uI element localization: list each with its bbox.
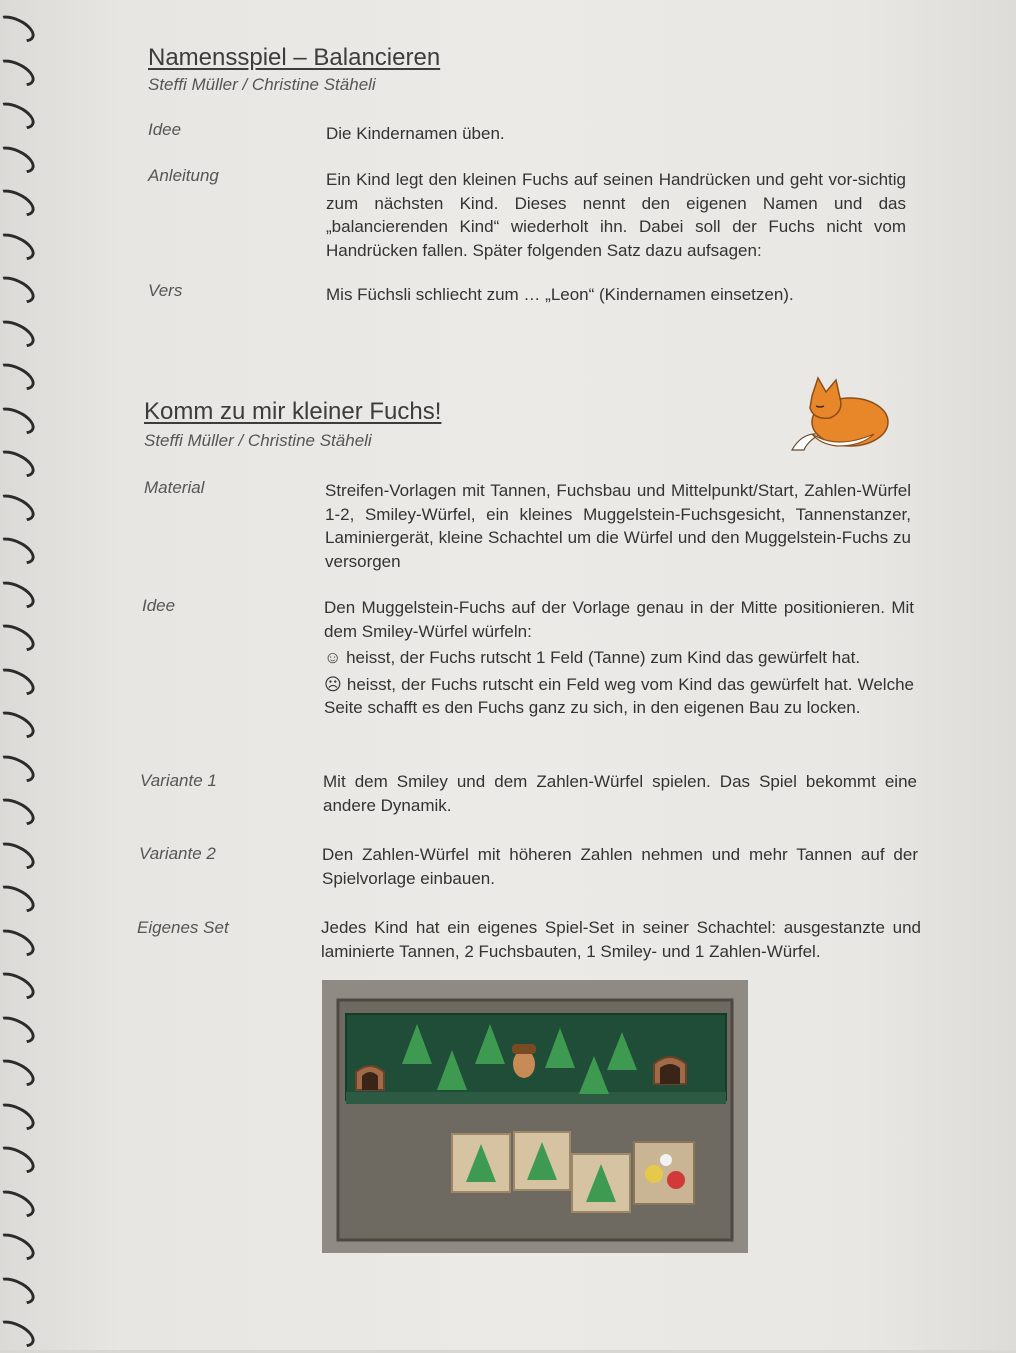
- spiral-coil: [0, 402, 39, 440]
- spiral-coil: [0, 184, 39, 222]
- spiral-coil: [0, 489, 39, 527]
- spiral-coil: [0, 924, 39, 962]
- spiral-coil: [0, 1011, 39, 1049]
- sleeping-fox-illustration: [782, 372, 892, 458]
- idee-intro: Den Muggelstein-Fuchs auf der Vorlage genau in der Mitte positionieren. Mit dem Smiley-Würfel würfeln:: [324, 598, 914, 641]
- spiral-coil: [0, 837, 39, 875]
- spiral-coil: [0, 271, 39, 309]
- section-authors: Steffi Müller / Christine Stäheli: [148, 75, 376, 94]
- label-material: Material: [144, 478, 205, 497]
- label-eigenes-set: Eigenes Set: [137, 918, 229, 937]
- idee-happy-rule: ☺ heisst, der Fuchs rutscht 1 Feld (Tanne) zum Kind das gewürfelt hat.: [324, 648, 861, 667]
- spiral-coil: [0, 1272, 39, 1310]
- spiral-coil: [0, 1098, 39, 1136]
- spiral-coil: [0, 315, 39, 353]
- spiral-coil: [0, 576, 39, 614]
- section-title-balancieren: Namensspiel – Balancieren: [148, 44, 441, 71]
- spiral-coil: [0, 967, 39, 1005]
- label-vers: Vers: [148, 281, 183, 300]
- spiral-coil: [0, 54, 39, 92]
- label-variante-1: Variante 1: [140, 771, 217, 790]
- label-anleitung: Anleitung: [148, 166, 219, 185]
- spiral-coil: [0, 141, 39, 179]
- spiral-coil: [0, 97, 39, 135]
- spiral-coil: [0, 228, 39, 266]
- label-idee: Idee: [148, 120, 182, 139]
- section-authors-2: Steffi Müller / Christine Stäheli: [144, 431, 372, 450]
- spiral-coil: [0, 1054, 39, 1092]
- spiral-coil: [0, 793, 39, 831]
- spiral-coil: [0, 1315, 39, 1353]
- spiral-coil: [0, 706, 39, 744]
- text-eigenes-set: Jedes Kind hat ein eigenes Spiel-Set in seiner Schachtel: ausgestanzte und laminierte Tannen, 2 Fuchsbauten, 1 Smiley- und 1 Zahlen-Würfel.: [321, 918, 921, 961]
- spiral-coil: [0, 532, 39, 570]
- spiral-coil: [0, 1141, 39, 1179]
- text-anleitung: Ein Kind legt den kleinen Fuchs auf seinen Handrücken und geht vor-sichtig zum nächsten Kind. Dieses nennt den eigenen Namen und das „balancierenden Kind“ wiederholt ihn. Dabei soll der Fuchs nicht vom Handrücken fallen. Später folgenden Satz dazu aufsagen:: [326, 170, 906, 260]
- label-variante-2: Variante 2: [139, 844, 216, 863]
- spiral-coil: [0, 1228, 39, 1266]
- text-variante-2: Den Zahlen-Würfel mit höheren Zahlen nehmen und mehr Tannen auf der Spielvorlage einbauen.: [322, 845, 918, 888]
- spiral-coil: [0, 663, 39, 701]
- spiral-coil: [0, 619, 39, 657]
- spiral-coil: [0, 1185, 39, 1223]
- game-box-photo: [322, 980, 748, 1253]
- spiral-coil: [0, 750, 39, 788]
- spiral-coil: [0, 358, 39, 396]
- section-title-fuchs: Komm zu mir kleiner Fuchs!: [144, 398, 442, 425]
- text-idee-2: [324, 596, 914, 720]
- text-variante-1: Mit dem Smiley und dem Zahlen-Würfel spielen. Das Spiel bekommt eine andere Dynamik.: [323, 772, 917, 815]
- text-vers: Mis Füchsli schliecht zum … „Leon“ (Kindernamen einsetzen).: [326, 285, 794, 304]
- text-idee: Die Kindernamen üben.: [326, 124, 505, 143]
- spiral-binding: [0, 0, 40, 1350]
- spiral-coil: [0, 10, 39, 48]
- text-material: Streifen-Vorlagen mit Tannen, Fuchsbau und Mittelpunkt/Start, Zahlen-Würfel 1-2, Smiley-Würfel, ein kleines Muggelstein-Fuchsgesicht, Tannenstanzer, Laminiergerät, kleine Schachtel um die Würfel und den Muggelstein-Fuchs zu versorgen: [325, 481, 911, 571]
- idee-sad-rule: ☹ heisst, der Fuchs rutscht ein Feld weg vom Kind das gewürfelt hat. Welche Seite schafft es den Fuchs ganz zu sich, in den eigenen Bau zu locken.: [324, 674, 914, 717]
- label-idee-2: Idee: [142, 596, 176, 615]
- spiral-coil: [0, 880, 39, 918]
- spiral-coil: [0, 445, 39, 483]
